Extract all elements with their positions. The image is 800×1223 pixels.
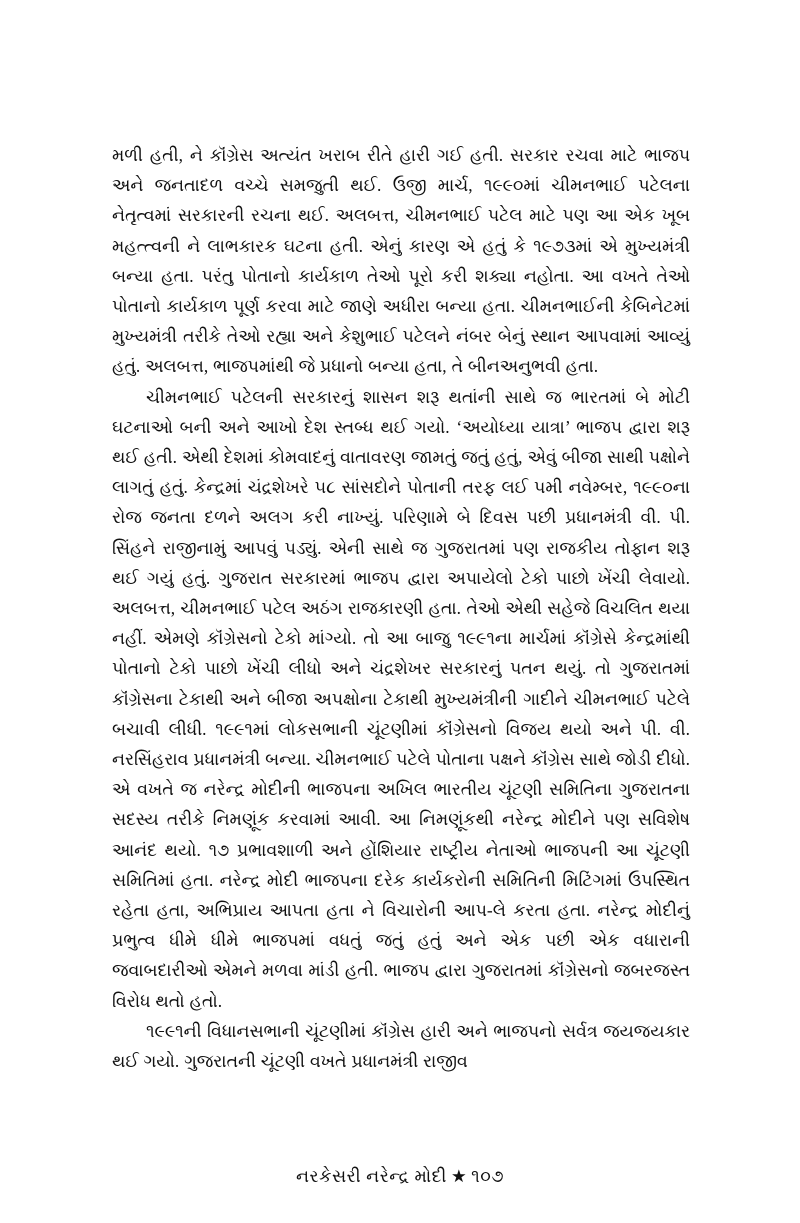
footer-page-number: ૧૦૭ <box>471 1166 505 1186</box>
paragraph-1: મળી હતી, ને કૉંગ્રેસ અત્યંત ખરાબ રીતે હારી ગઈ હતી. સરકાર રચવા માટે ભાજપ અને જનતાદળ વચ્ચે સમજુતી થઈ. ઉજી માર્ચ, ૧૯૯૦માં ચીમનભાઈ પટેલના નેતૃત્વમાં સરકારની રચના થઈ. અલબત્ત, ચીમનભાઈ પટેલ માટે પણ આ એક ખૂબ મહત્ત્વની ને લાભકારક ઘટના હતી. એનું કારણ એ હતું કે ૧૯૭૩માં એ મુખ્યમંત્રી બન્યા હતા. પરંતુ પોતાનો કાર્યકાળ તેઓ પૂરો કરી શક્યા નહોતા. આ વખતે તેઓ પોતાનો કાર્યકાળ પૂર્ણ કરવા માટે જાણે અધીરા બન્યા હતા. ચીમનભાઈની કેબિનેટમાં મુખ્યમંત્રી તરીકે તેઓ રહ્યા અને કેશુભાઈ પટેલને નંબર બેનું સ્થાન આપવામાં આવ્યું હતું. અલબત્ત, ભાજપમાંથી જે પ્રધાનો બન્યા હતા, તે બીનઅનુભવી હતા. <box>112 145 690 377</box>
footer-star-icon: ★ <box>450 1166 468 1186</box>
page-footer <box>0 1164 800 1188</box>
paragraph-3: ૧૯૯૧ની વિધાનસભાની ચૂંટણીમાં કૉંગ્રેસ હારી અને ભાજપનો સર્વત્ર જયજયકાર થઈ ગયો. ગુજરાતની ચૂંટણી વખતે પ્રધાનમંત્રી રાજીવ <box>112 1020 690 1072</box>
page-body-text <box>112 140 690 1076</box>
paragraph-2: ચીમનભાઈ પટેલની સરકારનું શાસન શરૂ થતાંની સાથે જ ભારતમાં બે મોટી ઘટનાઓ બની અને આખો દેશ સ્તબ્ધ થઈ ગયો. ‘અયોધ્યા યાત્રા’ ભાજપ દ્વારા શરૂ થઈ હતી. એથી દેશમાં કોમવાદનું વાતાવરણ જામતું જતું હતું, એવું બીજા સાથી પક્ષોને લાગતું હતું. કેન્દ્રમાં ચંદ્રશેખરે ૫૮ સાંસદોને પોતાની તરફ લઈ પમી નવેમ્બર, ૧૯૯૦ના રોજ જનતા દળને અલગ કરી નાખ્યું. પરિણામે બે દિવસ પછી પ્રધાનમંત્રી વી. પી. સિંહને રાજીનામું આપવું પડ્યું. એની સાથે જ ગુજરાતમાં પણ રાજકીય તોફાન શરૂ થઈ ગયું હતું. ગુજરાત સરકારમાં ભાજપ દ્વારા અપાયેલો ટેકો પાછો ખેંચી લેવાયો. અલબત્ત, ચીમનભાઈ પટેલ અઠંગ રાજકારણી હતા. તેઓ એથી સહેજે વિચલિત થયા નહીં. એમણે કૉંગ્રેસનો ટેકો માંગ્યો. તો આ બાજુ ૧૯૯૧ના માર્ચમાં કૉંગ્રેસે કેન્દ્રમાંથી પોતાનો ટેકો પાછો ખેંચી લીધો અને ચંદ્રશેખર સરકારનું પતન થયું. તો ગુજરાતમાં કૉંગ્રેસના ટેકાથી અને બીજા અપક્ષોના ટેકાથી મુખ્યમંત્રીની ગાદીને ચીમનભાઈ પટેલે બચાવી લીધી. ૧૯૯૧માં લોકસભાની ચૂંટણીમાં કૉંગ્રેસનો વિજય થયો અને પી. વી. નરસિંહરાવ પ્રધાનમંત્રી બન્યા. ચીમનભાઈ પટેલે પોતાના પક્ષને કૉંગ્રેસ સાથે જોડી દીધો. એ વખતે જ નરેન્દ્ર મોદીની ભાજપના અખિલ ભારતીય ચૂંટણી સમિતિના ગુજરાતના સદસ્ય તરીકે નિમણૂંક કરવામાં આવી. આ નિમણૂંકથી નરેન્દ્ર મોદીને પણ સવિશેષ આનંદ થયો. ૧૭ પ્રભાવશાળી અને હોંશિયાર રાષ્ટ્રીય નેતાઓ ભાજપની આ ચૂંટણી સમિતિમાં હતા. નરેન્દ્ર મોદી ભાજપના દરેક કાર્યકરોની સમિતિની મિટિંગમાં ઉપસ્થિત રહેતા હતા, અભિપ્રાય આપતા હતા ને વિચારોની આપ-લે કરતા હતા. નરેન્દ્ર મોદીનું પ્રભુત્વ ધીમે ધીમે ભાજપમાં વધતું જતું હતું અને એક પછી એક વધારાની જવાબદારીઓ એમને મળવા માંડી હતી. ભાજપ દ્વારા ગુજરાતમાં કૉંગ્રેસનો જબરજસ્ત વિરોધ થતો હતો. <box>112 386 690 1011</box>
footer-book-title: નરકેસરી નરેન્દ્ર મોદી <box>295 1166 447 1186</box>
